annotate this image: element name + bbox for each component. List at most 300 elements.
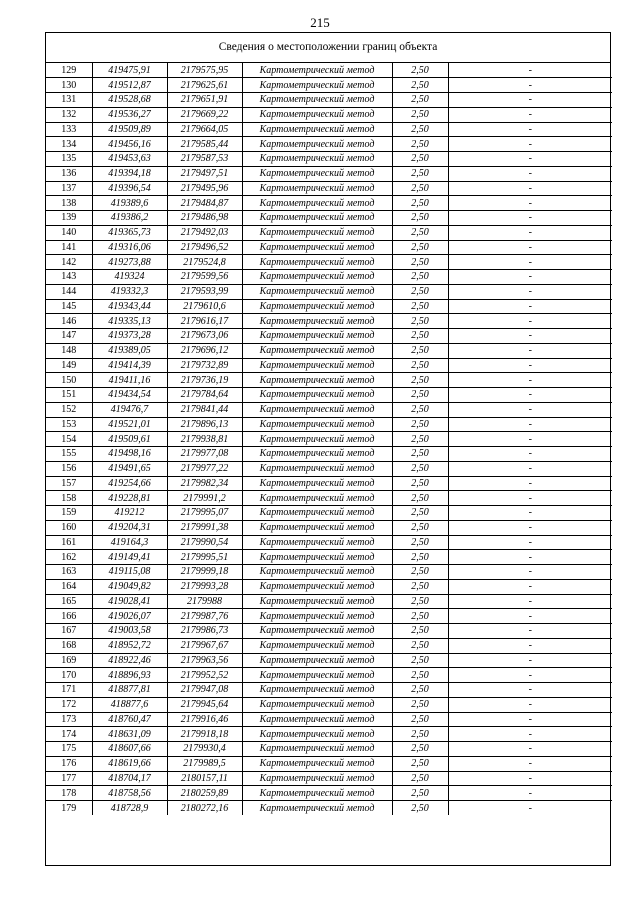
y-coordinate-cell: 2179496,52	[167, 240, 242, 255]
point-number-cell: 148	[46, 343, 92, 358]
description-cell: -	[448, 712, 612, 727]
precision-cell: 2,50	[392, 93, 448, 108]
table-row	[46, 107, 612, 122]
precision-cell: 2,50	[392, 520, 448, 535]
y-coordinate-cell: 2179736,19	[167, 373, 242, 388]
method-cell: Картометрический метод	[242, 225, 392, 240]
precision-cell: 2,50	[392, 638, 448, 653]
precision-cell: 2,50	[392, 683, 448, 698]
description-cell: -	[448, 476, 612, 491]
precision-cell: 2,50	[392, 122, 448, 137]
x-coordinate-cell: 419509,61	[92, 432, 167, 447]
boundary-table-frame	[45, 32, 611, 866]
x-coordinate-cell: 418877,6	[92, 697, 167, 712]
x-coordinate-cell: 419509,89	[92, 122, 167, 137]
table-row	[46, 373, 612, 388]
x-coordinate-cell: 419476,7	[92, 402, 167, 417]
precision-cell: 2,50	[392, 624, 448, 639]
point-number-cell: 130	[46, 78, 92, 93]
point-number-cell: 141	[46, 240, 92, 255]
table-row	[46, 388, 612, 403]
point-number-cell: 176	[46, 756, 92, 771]
y-coordinate-cell: 2179991,38	[167, 520, 242, 535]
table-row	[46, 727, 612, 742]
table-row	[46, 314, 612, 329]
description-cell: -	[448, 432, 612, 447]
y-coordinate-cell: 2179492,03	[167, 225, 242, 240]
x-coordinate-cell: 419273,88	[92, 255, 167, 270]
point-number-cell: 151	[46, 388, 92, 403]
table-row	[46, 668, 612, 683]
point-number-cell: 177	[46, 771, 92, 786]
description-cell: -	[448, 609, 612, 624]
x-coordinate-cell: 419049,82	[92, 579, 167, 594]
y-coordinate-cell: 2179651,91	[167, 93, 242, 108]
description-cell: -	[448, 624, 612, 639]
point-number-cell: 173	[46, 712, 92, 727]
table-row	[46, 742, 612, 757]
table-row	[46, 476, 612, 491]
y-coordinate-cell: 2179599,56	[167, 270, 242, 285]
x-coordinate-cell: 419365,73	[92, 225, 167, 240]
point-number-cell: 137	[46, 181, 92, 196]
precision-cell: 2,50	[392, 506, 448, 521]
x-coordinate-cell: 419028,41	[92, 594, 167, 609]
x-coordinate-cell: 419386,2	[92, 211, 167, 226]
description-cell: -	[448, 697, 612, 712]
point-number-cell: 166	[46, 609, 92, 624]
table-row	[46, 270, 612, 285]
method-cell: Картометрический метод	[242, 270, 392, 285]
precision-cell: 2,50	[392, 668, 448, 683]
description-cell: -	[448, 742, 612, 757]
precision-cell: 2,50	[392, 329, 448, 344]
precision-cell: 2,50	[392, 786, 448, 801]
y-coordinate-cell: 2179524,8	[167, 255, 242, 270]
coordinates-table	[46, 63, 612, 815]
method-cell: Картометрический метод	[242, 579, 392, 594]
y-coordinate-cell: 2179610,6	[167, 299, 242, 314]
table-row	[46, 299, 612, 314]
x-coordinate-cell: 418758,56	[92, 786, 167, 801]
method-cell: Картометрический метод	[242, 388, 392, 403]
y-coordinate-cell: 2179999,18	[167, 565, 242, 580]
description-cell: -	[448, 314, 612, 329]
y-coordinate-cell: 2179988	[167, 594, 242, 609]
y-coordinate-cell: 2179625,61	[167, 78, 242, 93]
method-cell: Картометрический метод	[242, 107, 392, 122]
x-coordinate-cell: 419411,16	[92, 373, 167, 388]
point-number-cell: 145	[46, 299, 92, 314]
description-cell: -	[448, 565, 612, 580]
y-coordinate-cell: 2179947,08	[167, 683, 242, 698]
method-cell: Картометрический метод	[242, 152, 392, 167]
y-coordinate-cell: 2179993,28	[167, 579, 242, 594]
table-row	[46, 225, 612, 240]
x-coordinate-cell: 419396,54	[92, 181, 167, 196]
point-number-cell: 136	[46, 166, 92, 181]
y-coordinate-cell: 2180157,11	[167, 771, 242, 786]
precision-cell: 2,50	[392, 196, 448, 211]
precision-cell: 2,50	[392, 712, 448, 727]
precision-cell: 2,50	[392, 255, 448, 270]
x-coordinate-cell: 418877,81	[92, 683, 167, 698]
precision-cell: 2,50	[392, 152, 448, 167]
precision-cell: 2,50	[392, 697, 448, 712]
x-coordinate-cell: 419521,01	[92, 417, 167, 432]
point-number-cell: 132	[46, 107, 92, 122]
y-coordinate-cell: 2179669,22	[167, 107, 242, 122]
point-number-cell: 135	[46, 152, 92, 167]
x-coordinate-cell: 419434,54	[92, 388, 167, 403]
x-coordinate-cell: 418760,47	[92, 712, 167, 727]
y-coordinate-cell: 2179995,07	[167, 506, 242, 521]
point-number-cell: 150	[46, 373, 92, 388]
description-cell: -	[448, 299, 612, 314]
method-cell: Картометрический метод	[242, 93, 392, 108]
point-number-cell: 161	[46, 535, 92, 550]
method-cell: Картометрический метод	[242, 476, 392, 491]
precision-cell: 2,50	[392, 388, 448, 403]
method-cell: Картометрический метод	[242, 535, 392, 550]
method-cell: Картометрический метод	[242, 78, 392, 93]
table-row	[46, 535, 612, 550]
x-coordinate-cell: 419115,08	[92, 565, 167, 580]
method-cell: Картометрический метод	[242, 181, 392, 196]
table-row	[46, 506, 612, 521]
point-number-cell: 143	[46, 270, 92, 285]
description-cell: -	[448, 727, 612, 742]
y-coordinate-cell: 2179497,51	[167, 166, 242, 181]
precision-cell: 2,50	[392, 270, 448, 285]
precision-cell: 2,50	[392, 417, 448, 432]
method-cell: Картометрический метод	[242, 284, 392, 299]
y-coordinate-cell: 2179587,53	[167, 152, 242, 167]
x-coordinate-cell: 419332,3	[92, 284, 167, 299]
point-number-cell: 149	[46, 358, 92, 373]
table-row	[46, 520, 612, 535]
point-number-cell: 178	[46, 786, 92, 801]
y-coordinate-cell: 2179987,76	[167, 609, 242, 624]
y-coordinate-cell: 2179916,46	[167, 712, 242, 727]
x-coordinate-cell: 418922,46	[92, 653, 167, 668]
method-cell: Картометрический метод	[242, 166, 392, 181]
y-coordinate-cell: 2179986,73	[167, 624, 242, 639]
description-cell: -	[448, 329, 612, 344]
description-cell: -	[448, 211, 612, 226]
x-coordinate-cell: 419343,44	[92, 299, 167, 314]
point-number-cell: 144	[46, 284, 92, 299]
description-cell: -	[448, 137, 612, 152]
method-cell: Картометрический метод	[242, 668, 392, 683]
point-number-cell: 165	[46, 594, 92, 609]
table-row	[46, 255, 612, 270]
method-cell: Картометрический метод	[242, 299, 392, 314]
table-row	[46, 93, 612, 108]
y-coordinate-cell: 2179841,44	[167, 402, 242, 417]
description-cell: -	[448, 520, 612, 535]
y-coordinate-cell: 2179918,18	[167, 727, 242, 742]
point-number-cell: 129	[46, 63, 92, 78]
description-cell: -	[448, 388, 612, 403]
precision-cell: 2,50	[392, 801, 448, 816]
precision-cell: 2,50	[392, 240, 448, 255]
y-coordinate-cell: 2180272,16	[167, 801, 242, 816]
table-row	[46, 447, 612, 462]
precision-cell: 2,50	[392, 535, 448, 550]
table-row	[46, 166, 612, 181]
method-cell: Картометрический метод	[242, 255, 392, 270]
page-number: 215	[310, 15, 330, 30]
table-row	[46, 402, 612, 417]
precision-cell: 2,50	[392, 284, 448, 299]
table-row	[46, 461, 612, 476]
method-cell: Картометрический метод	[242, 432, 392, 447]
x-coordinate-cell: 418896,93	[92, 668, 167, 683]
table-row	[46, 712, 612, 727]
x-coordinate-cell: 419026,07	[92, 609, 167, 624]
method-cell: Картометрический метод	[242, 712, 392, 727]
method-cell: Картометрический метод	[242, 196, 392, 211]
precision-cell: 2,50	[392, 78, 448, 93]
table-row	[46, 284, 612, 299]
method-cell: Картометрический метод	[242, 520, 392, 535]
point-number-cell: 167	[46, 624, 92, 639]
description-cell: -	[448, 255, 612, 270]
method-cell: Картометрический метод	[242, 447, 392, 462]
y-coordinate-cell: 2179664,05	[167, 122, 242, 137]
description-cell: -	[448, 343, 612, 358]
y-coordinate-cell: 2179673,06	[167, 329, 242, 344]
table-row	[46, 358, 612, 373]
method-cell: Картометрический метод	[242, 314, 392, 329]
table-row	[46, 211, 612, 226]
description-cell: -	[448, 491, 612, 506]
point-number-cell: 162	[46, 550, 92, 565]
description-cell: -	[448, 653, 612, 668]
table-row	[46, 78, 612, 93]
method-cell: Картометрический метод	[242, 211, 392, 226]
description-cell: -	[448, 683, 612, 698]
x-coordinate-cell: 419394,18	[92, 166, 167, 181]
method-cell: Картометрический метод	[242, 417, 392, 432]
description-cell: -	[448, 579, 612, 594]
y-coordinate-cell: 2179938,81	[167, 432, 242, 447]
y-coordinate-cell: 2179977,08	[167, 447, 242, 462]
y-coordinate-cell: 2179575,95	[167, 63, 242, 78]
description-cell: -	[448, 638, 612, 653]
x-coordinate-cell: 419003,58	[92, 624, 167, 639]
method-cell: Картометрический метод	[242, 565, 392, 580]
description-cell: -	[448, 181, 612, 196]
precision-cell: 2,50	[392, 756, 448, 771]
x-coordinate-cell: 418619,66	[92, 756, 167, 771]
method-cell: Картометрический метод	[242, 727, 392, 742]
x-coordinate-cell: 419456,16	[92, 137, 167, 152]
method-cell: Картометрический метод	[242, 756, 392, 771]
precision-cell: 2,50	[392, 314, 448, 329]
precision-cell: 2,50	[392, 225, 448, 240]
point-number-cell: 142	[46, 255, 92, 270]
method-cell: Картометрический метод	[242, 137, 392, 152]
description-cell: -	[448, 166, 612, 181]
table-row	[46, 152, 612, 167]
description-cell: -	[448, 668, 612, 683]
description-cell: -	[448, 107, 612, 122]
precision-cell: 2,50	[392, 373, 448, 388]
y-coordinate-cell: 2179995,51	[167, 550, 242, 565]
point-number-cell: 159	[46, 506, 92, 521]
x-coordinate-cell: 419324	[92, 270, 167, 285]
precision-cell: 2,50	[392, 491, 448, 506]
point-number-cell: 163	[46, 565, 92, 580]
description-cell: -	[448, 152, 612, 167]
x-coordinate-cell: 419536,27	[92, 107, 167, 122]
precision-cell: 2,50	[392, 771, 448, 786]
x-coordinate-cell: 419373,28	[92, 329, 167, 344]
precision-cell: 2,50	[392, 565, 448, 580]
method-cell: Картометрический метод	[242, 742, 392, 757]
point-number-cell: 164	[46, 579, 92, 594]
table-row	[46, 565, 612, 580]
method-cell: Картометрический метод	[242, 506, 392, 521]
table-row	[46, 683, 612, 698]
table-row	[46, 624, 612, 639]
x-coordinate-cell: 419389,6	[92, 196, 167, 211]
description-cell: -	[448, 550, 612, 565]
y-coordinate-cell: 2179732,89	[167, 358, 242, 373]
method-cell: Картометрический метод	[242, 786, 392, 801]
point-number-cell: 158	[46, 491, 92, 506]
method-cell: Картометрический метод	[242, 609, 392, 624]
table-row	[46, 432, 612, 447]
point-number-cell: 152	[46, 402, 92, 417]
precision-cell: 2,50	[392, 211, 448, 226]
method-cell: Картометрический метод	[242, 683, 392, 698]
x-coordinate-cell: 419453,63	[92, 152, 167, 167]
point-number-cell: 133	[46, 122, 92, 137]
x-coordinate-cell: 419475,91	[92, 63, 167, 78]
x-coordinate-cell: 418728,9	[92, 801, 167, 816]
y-coordinate-cell: 2179495,96	[167, 181, 242, 196]
precision-cell: 2,50	[392, 742, 448, 757]
table-row	[46, 491, 612, 506]
method-cell: Картометрический метод	[242, 329, 392, 344]
description-cell: -	[448, 417, 612, 432]
y-coordinate-cell: 2179484,87	[167, 196, 242, 211]
precision-cell: 2,50	[392, 653, 448, 668]
y-coordinate-cell: 2179982,34	[167, 476, 242, 491]
x-coordinate-cell: 419498,16	[92, 447, 167, 462]
table-row	[46, 137, 612, 152]
y-coordinate-cell: 2179616,17	[167, 314, 242, 329]
x-coordinate-cell: 419228,81	[92, 491, 167, 506]
precision-cell: 2,50	[392, 594, 448, 609]
method-cell: Картометрический метод	[242, 373, 392, 388]
description-cell: -	[448, 240, 612, 255]
precision-cell: 2,50	[392, 432, 448, 447]
point-number-cell: 154	[46, 432, 92, 447]
y-coordinate-cell: 2179945,64	[167, 697, 242, 712]
description-cell: -	[448, 358, 612, 373]
y-coordinate-cell: 2179593,99	[167, 284, 242, 299]
method-cell: Картометрический метод	[242, 801, 392, 816]
point-number-cell: 146	[46, 314, 92, 329]
x-coordinate-cell: 419254,66	[92, 476, 167, 491]
y-coordinate-cell: 2179967,67	[167, 638, 242, 653]
x-coordinate-cell: 419528,68	[92, 93, 167, 108]
description-cell: -	[448, 196, 612, 211]
description-cell: -	[448, 284, 612, 299]
table-row	[46, 638, 612, 653]
y-coordinate-cell: 2179952,52	[167, 668, 242, 683]
table-row	[46, 343, 612, 358]
description-cell: -	[448, 594, 612, 609]
point-number-cell: 147	[46, 329, 92, 344]
table-row	[46, 181, 612, 196]
point-number-cell: 168	[46, 638, 92, 653]
table-row	[46, 63, 612, 78]
table-row	[46, 594, 612, 609]
point-number-cell: 134	[46, 137, 92, 152]
table-row	[46, 801, 612, 816]
point-number-cell: 160	[46, 520, 92, 535]
precision-cell: 2,50	[392, 166, 448, 181]
x-coordinate-cell: 419512,87	[92, 78, 167, 93]
precision-cell: 2,50	[392, 358, 448, 373]
point-number-cell: 155	[46, 447, 92, 462]
x-coordinate-cell: 419316,06	[92, 240, 167, 255]
x-coordinate-cell: 418631,09	[92, 727, 167, 742]
point-number-cell: 139	[46, 211, 92, 226]
y-coordinate-cell: 2179896,13	[167, 417, 242, 432]
point-number-cell: 171	[46, 683, 92, 698]
description-cell: -	[448, 78, 612, 93]
x-coordinate-cell: 419389,05	[92, 343, 167, 358]
method-cell: Картометрический метод	[242, 122, 392, 137]
method-cell: Картометрический метод	[242, 638, 392, 653]
table-row	[46, 697, 612, 712]
y-coordinate-cell: 2179784,64	[167, 388, 242, 403]
table-row	[46, 609, 612, 624]
y-coordinate-cell: 2179930,4	[167, 742, 242, 757]
precision-cell: 2,50	[392, 727, 448, 742]
method-cell: Картометрический метод	[242, 63, 392, 78]
precision-cell: 2,50	[392, 343, 448, 358]
table-row	[46, 329, 612, 344]
description-cell: -	[448, 771, 612, 786]
method-cell: Картометрический метод	[242, 491, 392, 506]
method-cell: Картометрический метод	[242, 594, 392, 609]
precision-cell: 2,50	[392, 461, 448, 476]
method-cell: Картометрический метод	[242, 550, 392, 565]
y-coordinate-cell: 2179991,2	[167, 491, 242, 506]
method-cell: Картометрический метод	[242, 697, 392, 712]
table-row	[46, 786, 612, 801]
x-coordinate-cell: 419149,41	[92, 550, 167, 565]
coordinates-table-body	[46, 63, 612, 815]
precision-cell: 2,50	[392, 63, 448, 78]
description-cell: -	[448, 122, 612, 137]
x-coordinate-cell: 419164,3	[92, 535, 167, 550]
table-row	[46, 122, 612, 137]
description-cell: -	[448, 270, 612, 285]
description-cell: -	[448, 373, 612, 388]
y-coordinate-cell: 2180259,89	[167, 786, 242, 801]
description-cell: -	[448, 93, 612, 108]
point-number-cell: 138	[46, 196, 92, 211]
table-row	[46, 771, 612, 786]
